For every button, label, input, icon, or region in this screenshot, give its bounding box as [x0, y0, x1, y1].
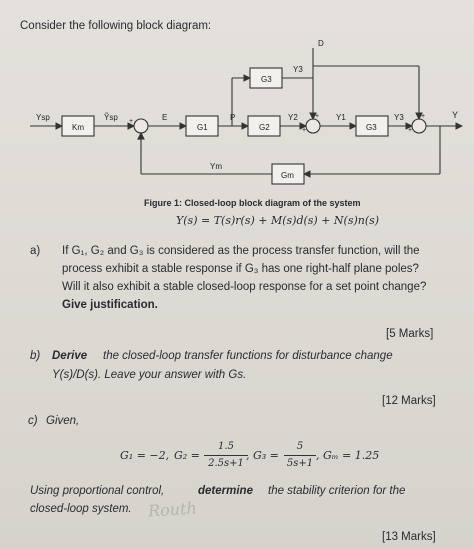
- label-ysp: Ysp: [36, 113, 50, 122]
- question-c-label: c): [28, 415, 38, 427]
- question-b-marks: [12 Marks]: [382, 395, 436, 407]
- label-km: Km: [72, 123, 84, 132]
- sign-plus-3: +: [315, 113, 320, 120]
- label-g2: G2: [259, 123, 270, 132]
- label-ym: Ym: [210, 162, 222, 171]
- given-g3-denominator: 5s+1: [286, 458, 314, 469]
- sum-junction-1: [134, 119, 148, 133]
- sum-junction-3: [412, 119, 426, 133]
- question-c-line-2: closed-loop system.: [30, 503, 132, 515]
- question-b-line-2: Y(s)/D(s). Leave your answer with Gs.: [52, 369, 247, 381]
- label-y3-top: Y3: [293, 65, 303, 74]
- given-g3-lhs: , G₃ =: [246, 449, 279, 462]
- label-y2: Y2: [288, 113, 298, 122]
- label-d: D: [318, 39, 324, 48]
- sign-minus-1: −: [137, 135, 142, 144]
- sign-plus-1: +: [129, 118, 134, 125]
- sum-junction-2: [306, 119, 320, 133]
- question-c-determine: determine: [198, 485, 253, 497]
- question-a-line-2: process exhibit a stable response if G₃ has one right-half plane poles?: [62, 263, 419, 275]
- label-g3: G3: [366, 123, 377, 132]
- question-c-marks: [13 Marks]: [382, 531, 436, 543]
- label-g1: G1: [197, 123, 208, 132]
- handwriting-note: Routh: [147, 498, 198, 521]
- question-a-line-3: Will it also exhibit a stable closed-loop response for a set point change?: [62, 281, 427, 293]
- label-g3-top: G3: [261, 75, 272, 84]
- sign-plus-4: +: [408, 127, 413, 134]
- question-a-line-1: If G₁, G₂ and G₃ is considered as the process transfer function, will the: [62, 245, 420, 257]
- given-g2-numerator: 1.5: [218, 441, 234, 452]
- intro-text: Consider the following block diagram:: [20, 20, 212, 32]
- transfer-equation: Y(s) = T(s)r(s) + M(s)d(s) + N(s)n(s): [176, 214, 380, 227]
- label-p: P: [230, 113, 236, 122]
- question-c-given: Given,: [46, 415, 80, 427]
- question-a-marks: [5 Marks]: [386, 328, 434, 340]
- label-y1: Y1: [336, 113, 346, 122]
- question-a-label: a): [30, 245, 41, 257]
- given-g2-fraction-bar: [204, 455, 248, 456]
- given-gm: , Gₘ = 1.25: [316, 449, 380, 462]
- label-y3: Y3: [394, 113, 404, 122]
- figure-caption: Figure 1: Closed-loop block diagram of the system: [144, 198, 361, 208]
- question-b-derive: Derive: [52, 350, 88, 362]
- question-c-line-1b: the stability criterion for the: [268, 485, 406, 497]
- given-g1: G₁ = −2,: [120, 449, 170, 462]
- question-a-line-4: Give justification.: [62, 299, 158, 311]
- given-g2-denominator: 2.5s+1: [208, 458, 244, 469]
- sign-plus-2: +: [302, 127, 307, 134]
- label-y-output: Y: [452, 110, 459, 120]
- question-b-line-1: the closed-loop transfer functions for disturbance change: [103, 350, 393, 362]
- given-g3-fraction-bar: [284, 455, 316, 456]
- question-c-line-1a: Using proportional control,: [30, 485, 165, 497]
- label-e: E: [162, 113, 168, 122]
- label-ysp-tilde: Ỹsp: [104, 113, 118, 122]
- given-g2-lhs: G₂ =: [174, 449, 200, 462]
- given-g3-numerator: 5: [296, 441, 304, 452]
- label-gm: Gm: [281, 171, 294, 180]
- sign-plus-5: +: [421, 113, 426, 120]
- question-b-label: b): [30, 350, 41, 362]
